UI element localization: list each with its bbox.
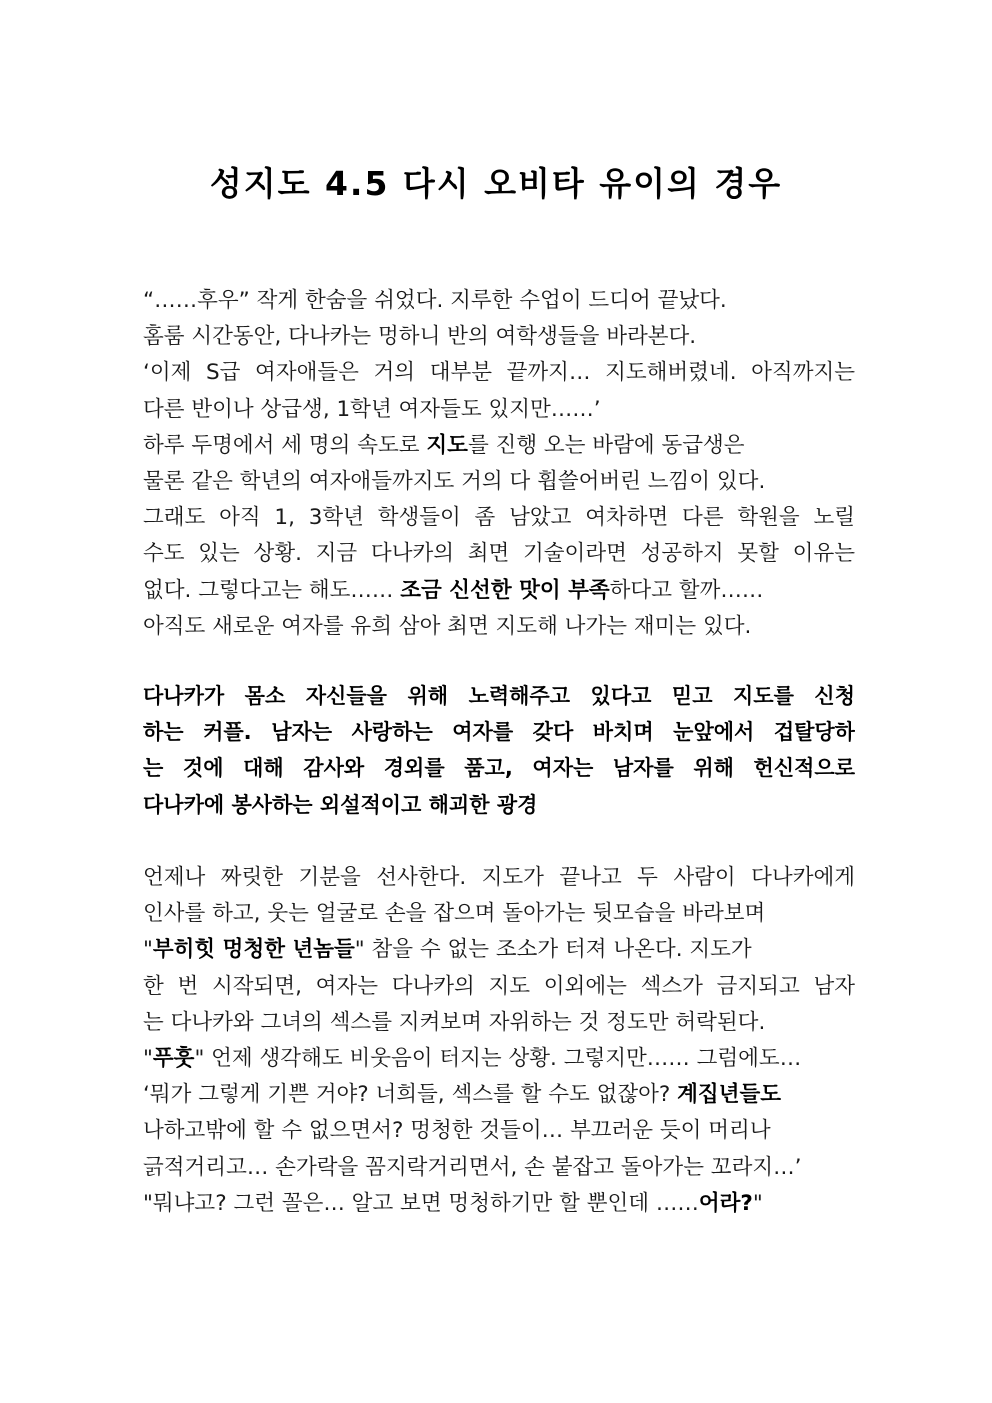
text-line: 긁적거리고… 손가락을 꼼지락거리면서, 손 붙잡고 돌아가는 꼬라지…’ [143, 1154, 802, 1180]
emphasis-text: 계집년들도 [677, 1082, 782, 1108]
text-line: ‘이제 S급 여자애들은 거의 대부분 끝까지… 지도해버렸네. 아직까지는 [143, 360, 855, 386]
document-title: 성지도 4.5 다시 오비타 유이의 경우 [209, 164, 783, 203]
text-segment: " 언제 생각해도 비웃음이 터지는 상황. 그렇지만…… 그럼에도… [194, 1045, 802, 1071]
text-line: 하는 커플. 남자는 사랑하는 여자를 갖다 바치며 눈앞에서 겁탈당하 [143, 720, 855, 745]
text-line: 다나카가 몸소 자신들을 위해 노력해주고 있다고 믿고 지도를 신청 [143, 684, 855, 708]
text-line: 는 다나카와 그녀의 섹스를 지켜보며 자위하는 것 정도만 허락된다. [143, 1009, 766, 1035]
text-line: 아직도 새로운 여자를 유희 삼아 최면 지도해 나가는 재미는 있다. [143, 613, 752, 639]
text-line: 다나카에 봉사하는 외설적이고 해괴한 광경 [143, 792, 538, 817]
text-segment: " [143, 937, 153, 963]
emphasis-text: 어라? [698, 1190, 753, 1216]
emphasis-text: 푸훗 [152, 1045, 195, 1071]
paragraph-bold [143, 678, 855, 823]
text-line: 그래도 아직 1, 3학년 학생들이 좀 남았고 여차하면 다른 학원을 노릴 [143, 505, 855, 531]
text-line [143, 932, 855, 968]
text-line [143, 1077, 855, 1113]
text-line: 인사를 하고, 웃는 얼굴로 손을 잡으며 돌아가는 뒷모습을 바라보며 [143, 901, 766, 927]
text-segment: 를 진행 오는 바람에 동급생은 [467, 432, 745, 458]
emphasis-text: 부히힛 멍청한 년놈들 [152, 937, 355, 963]
text-line: 수도 있는 상황. 지금 다나카의 최면 기술이라면 성공하지 못할 이유는 [143, 541, 855, 567]
text-segment: 하다고 할까…… [609, 577, 764, 603]
text-line [143, 428, 855, 464]
text-line: 물론 같은 학년의 여자애들까지도 거의 다 휩쓸어버린 느낌이 있다. [143, 468, 766, 494]
text-line: 다른 반이나 상급생, 1학년 여자들도 있지만……’ [143, 396, 601, 422]
text-line: 홈룸 시간동안, 다나카는 멍하니 반의 여학생들을 바라본다. [143, 324, 697, 350]
paragraph-closing [143, 860, 855, 1222]
paragraph-intro [143, 283, 855, 645]
text-segment: " [752, 1190, 763, 1216]
text-line: 언제나 짜릿한 기분을 선사한다. 지도가 끝나고 두 사람이 다나카에게 [143, 865, 855, 890]
text-line: 는 것에 대해 감사와 경외를 품고, 여자는 남자를 위해 헌신적으로 [143, 756, 855, 781]
text-line [143, 573, 855, 609]
text-segment: " [143, 1045, 153, 1071]
text-line: 한 번 시작되면, 여자는 다나카의 지도 이외에는 섹스가 금지되고 남자 [143, 973, 855, 999]
text-segment: ‘뭐가 그렇게 기쁜 거야? 너희들, 섹스를 할 수도 없잖아? [143, 1082, 678, 1108]
text-line: 나하고밖에 할 수 없으면서? 멍청한 것들이… 부끄러운 듯이 머리나 [143, 1118, 771, 1144]
text-segment: "뭐냐고? 그런 꼴은… 알고 보면 멍청하기만 할 뿐인데 …… [143, 1190, 699, 1216]
text-line [143, 1186, 855, 1222]
emphasis-text: 지도 [426, 432, 468, 458]
text-line: “……후우” 작게 한숨을 쉬었다. 지루한 수업이 드디어 끝났다. [143, 288, 727, 313]
emphasis-text: 조금 신선한 맛이 부족 [400, 577, 610, 603]
text-segment: 하루 두명에서 세 명의 속도로 [143, 432, 427, 458]
text-segment: 없다. 그렇다고는 해도…… [143, 577, 401, 603]
text-line [143, 1041, 855, 1077]
text-segment: " 참을 수 없는 조소가 터져 나온다. 지도가 [354, 937, 752, 963]
